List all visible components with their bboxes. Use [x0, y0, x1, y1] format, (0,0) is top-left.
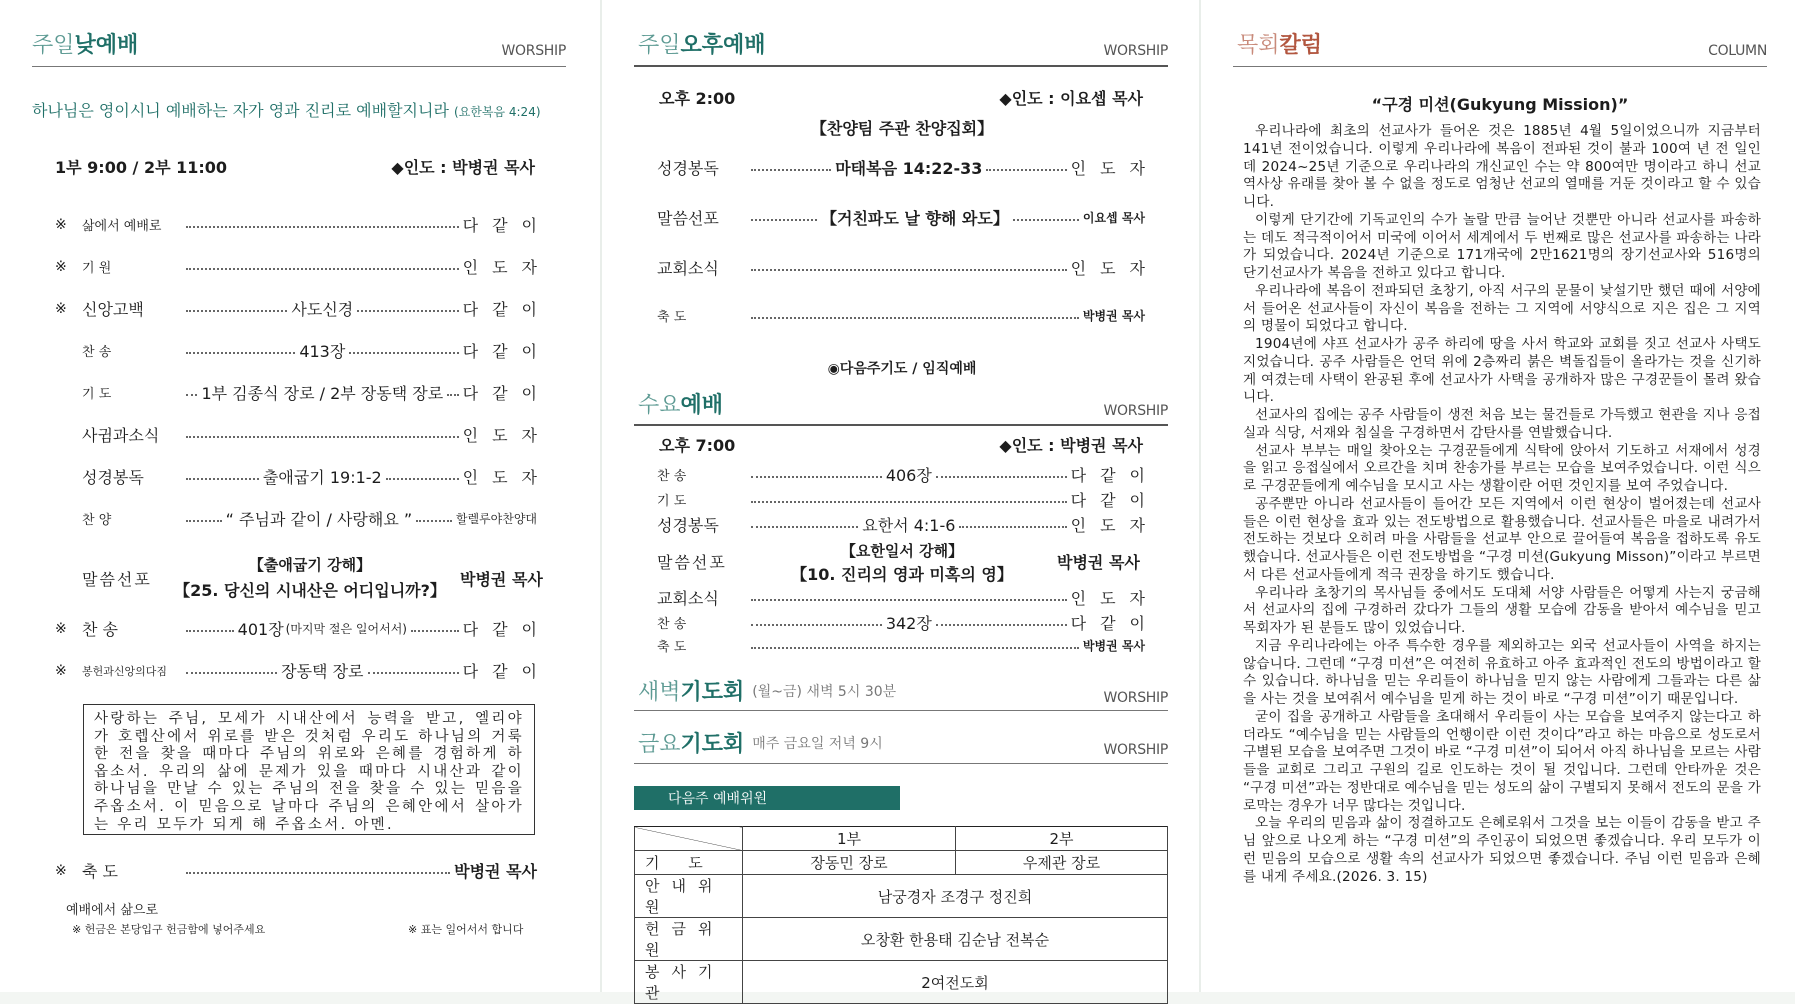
afternoon-item: 말씀선포 【거친파도 날 향해 와도】 이요셉 목사 [657, 209, 1145, 228]
service-time: 1부 9:00 / 2부 11:00 [55, 158, 228, 177]
wednesday-item: 찬 송 406장 다같이 [657, 466, 1159, 485]
benediction-row: ※ 축 도 박병권 목사 [55, 862, 537, 881]
section-title-bold: 낮예배 [74, 33, 139, 58]
sermon-title: 【25. 당신의 시내산은 어디입니까?】 [174, 581, 446, 600]
wednesday-time-row: 오후 7:00 ◆인도 : 박병권 목사 [659, 436, 1143, 455]
standing-mark: ※ [55, 300, 67, 317]
prayer-box: 사랑하는 주님, 모세가 시내산에서 능력을 받고, 엘리야가 호렙산에서 위로를 받은 것처럼 우리도 하나님의 거룩한 전을 찾을 때마다 주님의 위로와 은혜를 경험하게 하옵소서. 우리의 삶에 문제가 있을 때마다 시내산과 같이 하나님을 만날 수 있는 주님의 전을 찾을 수 있는 믿음을 주옵소서. 이 믿음으로 날마다 주님의 은혜안에서 살아가는 우리 모두가 되게 해 주옵소서. 아멘. [83, 704, 535, 835]
wed-sermon-block: 【요한일서 강해】 【10. 진리의 영과 미혹의 영】 [791, 542, 1013, 584]
committee-title: 다음주 예배위원 [634, 786, 900, 810]
afternoon-header: 주일오후예배 WORSHIP [638, 33, 1168, 59]
footer-note-offering: ※ 헌금은 본당입구 헌금함에 넣어주세요 [72, 923, 266, 936]
order-item: ※ 기 원 인도자 [55, 258, 551, 277]
committee-table [634, 826, 1168, 1004]
pastor-column [1201, 0, 1795, 992]
column-paragraph: 공주뿐만 아니라 선교사들이 들어간 모든 지역에서 이런 현상이 벌어졌는데 선교사들은 이런 현상을 효과 있는 전도방법으로 활용했습니다. 선교사들은 마을로 내려가서 전도하는 것보다 오히려 마을 사람들을 선교부 안으로 끌어들여 복음을 접하도록 유도했습니다. 선교사들은 이런 전도방법을 “구경 미션(Gukyung Misson)”이라고 부르면서 다른 선교사들에게 적극 권장을 하기도 했습니다. [1243, 495, 1761, 583]
closing-hymn-row: ※ 찬 송 401장 (마지막 절은 일어서서) 다같이 [55, 620, 552, 639]
column-paragraph: 오늘 우리의 믿음과 삶이 정결하고도 은혜로워서 그것을 보는 이들이 감동을 받고 주님 앞으로 나오게 하는 “구경 미션”의 주인공이 되었으면 좋겠습니다. 우리 모두가 이런 믿음의 모습으로 생활 속의 선교사가 되었으면 좋겠습니다. 주님 이런 믿음과 은혜를 내게 주세요.(2026. 3. 15) [1243, 815, 1761, 885]
wednesday-item: 찬 송 342장 다같이 [657, 614, 1159, 633]
wed-sermon-speaker: 박병권 목사 [1057, 553, 1140, 572]
divider [634, 710, 1168, 711]
standing-mark: ※ [55, 258, 67, 275]
order-item: ※ 삶에서 예배로 다같이 [55, 216, 551, 235]
wednesday-item: 성경봉독 요한서 4:1-6 인도자 [657, 516, 1160, 535]
column-paragraph: 선교사의 집에는 공주 사람들이 생전 처음 보는 물건들로 가득했고 현관을 지나 응접실과 식당, 서재와 침실을 구경하면서 감탄사를 연발했습니다. [1243, 407, 1761, 441]
order-item: 기 도 1부 김종식 장로 / 2부 장동택 장로 다같이 [82, 384, 551, 403]
table-row: 안내위원 남궁경자 조경구 정진희 [635, 875, 1168, 918]
footer-note-standing: ※ 표는 일어서서 합니다 [408, 923, 524, 936]
sermon-speaker: 박병권 목사 [460, 570, 543, 589]
sermon-series: 【출애굽기 강해】 [248, 556, 372, 574]
sermon-row: 말씀선포 [82, 570, 152, 589]
column-paragraph: 1904년에 샤프 선교사가 공주 하리에 땅을 사서 학교와 교회를 짓고 선교사 사택도 지었습니다. 공주 사람들은 언덕 위에 2층짜리 붉은 벽돌집들이 올라가는 것을 신기하게 여겼는데 사택이 완공된 후에 선교사가 사택을 공개하자 많은 구경꾼들이 몰려 왔습니다. [1243, 336, 1761, 406]
offering-row: ※ 봉헌과신앙의다짐 장동택 장로 다같이 [55, 662, 551, 681]
other-services-column [602, 0, 1199, 1002]
service-time-row [55, 155, 535, 178]
sermon-title-block [170, 553, 450, 603]
table-row: 헌금위원 오창환 한용태 김순남 전복순 [635, 918, 1168, 961]
column-title: “구경 미션(Gukyung Mission)” [1371, 95, 1629, 114]
afternoon-item: 성경봉독 마태복음 14:22-33 인도자 [657, 159, 1160, 178]
column-paragraph: 굳이 집을 공개하고 사람들을 초대해서 우리들이 사는 모습을 보여주지 않는다고 하더라도 “예수님을 믿는 사람들의 언행이란 이런 것이다”라고 하는 마음으로 성도로서 구별된 모습을 보여주면 그것이 바로 “구경 미션”이 되어서 아직 하나님을 모르는 사람들을 교회로 그리고 구원의 길로 인도하는 것이 될 것입니다. 그런데 안타까운 것은 “구경 미션”과는 정반대로 예수님을 믿는 성도의 삶이 구별되지 못해서 전도의 문을 가로막는 경우가 너무 많다는 것입니다. [1243, 708, 1761, 814]
afternoon-sub: 【찬양팀 주관 찬양집회】 [810, 119, 994, 138]
table-row: 기 도 장동민 장로 우제관 장로 [635, 851, 1168, 875]
afternoon-time-row: 오후 2:00 ◆인도 : 이요셉 목사 [659, 89, 1143, 108]
dawn-prayer-header: 새벽기도회 (월~금) 새벽 5시 30분 WORSHIP [638, 680, 1168, 706]
divider [634, 424, 1168, 426]
theme-verse: 하나님은 영이시니 예배하는 자가 영과 진리로 예배할지니라 (요한복음 4:24) [32, 101, 541, 120]
section-header [32, 28, 566, 59]
wednesday-item: 기 도 다같이 [657, 491, 1159, 510]
friday-prayer-header: 금요기도회 매주 금요일 저녁 9시 WORSHIP [638, 732, 1168, 758]
order-item: 찬 양 “ 주님과 같이 / 사랑해요 ” 할렐루야찬양대 [82, 510, 538, 529]
order-item: 사귐과소식 인도자 [82, 426, 551, 445]
sunday-worship-column [0, 0, 600, 992]
column-paragraph: 우리나라에 최초의 선교사가 들어온 것은 1885년 4월 5일이었으니까 지금부터 141년 전이었습니다. 이렇게 우리나라에 복음이 전파된 것이 불과 100여 년 전 일인데 2024~25년 기준으로 우리나라의 개신교인 수는 약 800여만 명이라고 하니 선교 역사상 유래를 찾아 볼 수 없을 정도로 엄청난 선교의 열매를 거둔 것이라고 할 수 있습니다. [1243, 123, 1761, 210]
column-paragraph: 선교사 부부는 매일 찾아오는 구경꾼들에게 식탁에 앉아서 기도하고 서재에서 성경을 읽고 응접실에서 오르간을 치며 찬송가를 부르는 모습을 보여주었습니다. 이런 식으로 구경꾼들에게 예수님을 모시고 사는 생활이란 어떤 것인지를 보여 주었습니다. [1243, 442, 1761, 494]
wednesday-header: 수요예배 WORSHIP [638, 393, 1168, 419]
column-header: 목회칼럼 COLUMN [1237, 33, 1767, 59]
divider [634, 763, 1168, 764]
service-leader: ◆인도 : 박병권 목사 [391, 158, 535, 177]
order-item: 찬 송 413장 다같이 [82, 342, 551, 361]
wed-sermon-label: 말씀선포 [657, 553, 727, 572]
order-item: ※ 신앙고백 사도신경 다같이 [55, 300, 552, 319]
wednesday-item: 교회소식 인도자 [657, 589, 1159, 608]
column-paragraph: 이렇게 단기간에 기독교인의 수가 놀랄 만큼 늘어난 것뿐만 아니라 선교사를 파송하는 데도 적극적이어서 미국에 이어서 세계에서 두 번째로 많은 선교사를 파송하는 나라가 되었습니다. 2024년 기준으로 171개국에 2만1621명의 장기선교사와 516명의 단기선교사가 복음을 전하고 있다고 합니다. [1243, 211, 1761, 281]
column-body [1243, 123, 1761, 886]
column-paragraph: 우리나라에 복음이 전파되던 초창기, 아직 서구의 문물이 낯설기만 했던 때에 서양에서 들어온 선교사들이 자신이 복음을 전하는 그 지역에 서양식으로 지은 집은 그 지역의 명물이 되었다고 합니다. [1243, 282, 1761, 335]
afternoon-item: 교회소식 인도자 [657, 259, 1159, 278]
column-paragraph: 우리나라 초창기의 목사님들 중에서도 도대체 서양 사람들은 어떻게 사는지 궁금해서 선교사의 집에 구경하러 갔다가 그들의 생활 모습에 감동을 받아서 예수님을 믿고 목회자가 된 분들도 많이 있었습니다. [1243, 584, 1761, 636]
section-title-light: 주일 [32, 33, 75, 58]
wednesday-item: 축 도 박병권 목사 [657, 639, 1145, 655]
order-item: 성경봉독 출애굽기 19:1-2 인도자 [82, 468, 552, 487]
section-tag: WORSHIP [501, 43, 566, 59]
table-row: 봉사기관 2여전도회 [635, 961, 1168, 1004]
table-row: 1부 2부 [635, 827, 1168, 851]
standing-mark: ※ [55, 216, 67, 233]
divider [634, 65, 1168, 67]
afternoon-item: 축 도 박병권 목사 [657, 309, 1145, 325]
footer-motto: 예배에서 삶으로 [66, 903, 159, 918]
column-paragraph: 지금 우리나라에는 아주 특수한 경우를 제외하고는 외국 선교사들이 사역을 하지는 않습니다. 그런데 “구경 미션”은 여전히 유효하고 아주 효과적인 전도의 방법이라고 할 수 있습니다. 하나님을 믿는 우리들이 하나님을 믿지 않는 사람에게 그들과는 다른 삶을 사는 것을 보여줘서 예수님을 믿게 하는 것이 바로 “구경 미션”이기 때문입니다. [1243, 637, 1761, 707]
next-week-note: ◉다음주기도 / 임직예배 [827, 361, 977, 377]
divider [32, 66, 566, 67]
divider [1233, 66, 1767, 67]
